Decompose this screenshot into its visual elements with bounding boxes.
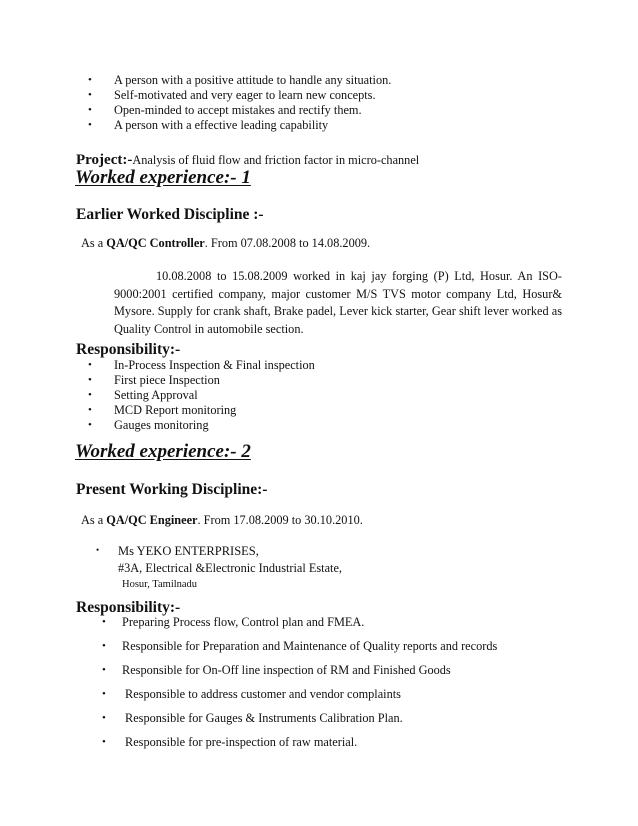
- list-item: • Responsible for On-Off line inspection of RM and Finished Goods: [122, 663, 497, 687]
- list-item: • Setting Approval: [114, 388, 315, 403]
- list-item: • Responsible to address customer and vendor complaints: [125, 687, 500, 711]
- project-text: Analysis of fluid flow and friction factor in micro-channel: [132, 153, 420, 167]
- list-item: • Self-motivated and very eager to learn new concepts.: [114, 88, 391, 103]
- present-discipline-heading: Present Working Discipline:-: [76, 481, 268, 498]
- role-title: QA/QC Controller: [106, 236, 205, 250]
- role-dates: . From 17.08.2009 to 30.10.2010.: [197, 513, 363, 527]
- company-address: #3A, Electrical &Electronic Industrial Estate,: [118, 561, 342, 575]
- bullet-icon: •: [96, 545, 100, 555]
- experience-1-heading: Worked experience:- 1: [75, 167, 251, 188]
- list-item: • A person with a effective leading capability: [114, 118, 391, 133]
- role-title: QA/QC Engineer: [106, 513, 198, 527]
- company-city: Hosur, Tamilnadu: [122, 579, 198, 590]
- role-prefix: As a: [81, 513, 107, 527]
- role-dates: . From 07.08.2008 to 14.08.2009.: [204, 236, 371, 250]
- list-item: • Gauges monitoring: [114, 418, 315, 433]
- list-item: • A person with a positive attitude to handle any situation.: [114, 73, 391, 88]
- company-name: Ms YEKO ENTERPRISES,: [118, 544, 259, 558]
- project-label: Project:-: [76, 152, 133, 168]
- responsibility-1-heading: Responsibility:-: [76, 341, 181, 358]
- list-item: • First piece Inspection: [114, 373, 315, 388]
- role-line-1: [81, 236, 370, 251]
- experience-1-description: 10.08.2008 to 15.08.2009 worked in kaj jay forging (P) Ltd, Hosur. An ISO-9000:2001 certified company, major customer M/S TVS motor company Ltd, Hosur& Mysore. Supply for crank shaft, Brake padel, Lever kick starter, Gear shift lever worked as Quality Control in automobile section.: [114, 269, 562, 336]
- company-block: [96, 543, 342, 592]
- personal-qualities-list: [114, 73, 391, 133]
- role-line-2: [81, 513, 363, 528]
- list-item: • Responsible for Preparation and Maintenance of Quality reports and records: [122, 639, 497, 663]
- responsibility-2-heading: Responsibility:-: [76, 599, 181, 616]
- list-item: • In-Process Inspection & Final inspection: [114, 358, 315, 373]
- list-item: • MCD Report monitoring: [114, 403, 315, 418]
- experience-2-heading: Worked experience:- 2: [75, 441, 251, 462]
- role-prefix: As a: [81, 236, 107, 250]
- responsibility-2-list: [122, 615, 497, 759]
- list-item: • Preparing Process flow, Control plan and FMEA.: [122, 615, 497, 639]
- responsibility-1-list: [114, 358, 315, 433]
- list-item: • Responsible for Gauges & Instruments Calibration Plan.: [125, 711, 500, 735]
- earlier-discipline-heading: Earlier Worked Discipline :-: [76, 206, 264, 223]
- list-item: • Open-minded to accept mistakes and rectify them.: [114, 103, 391, 118]
- list-item: • Responsible for pre-inspection of raw material.: [125, 735, 500, 759]
